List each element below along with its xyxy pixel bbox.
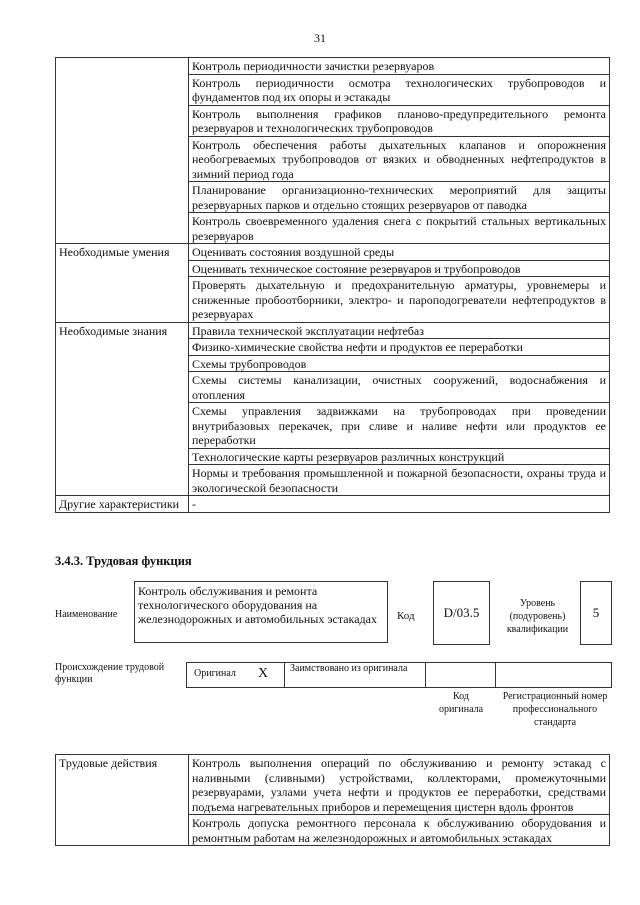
actions-label: Трудовые действия xyxy=(56,755,189,846)
row-item: Физико-химические свойства нефти и продуктов ее переработки xyxy=(189,339,610,356)
action-item: Контроль допуска ремонтного персонала к обслуживанию оборудования и ремонтным работам на железнодорожных и автомобильных эстакадах xyxy=(189,815,610,846)
function-name: Контроль обслуживания и ремонта технологического оборудования на железнодорожных и автомобильных эстакадах xyxy=(138,584,377,626)
row-item: Правила технической эксплуатации нефтебаз xyxy=(189,322,610,339)
row-item: Схемы системы канализации, очистных сооружений, водоснабжения и отопления xyxy=(189,372,610,403)
row-label: Необходимые умения xyxy=(56,244,189,323)
qualification-level: 5 xyxy=(592,605,600,620)
row-item: Нормы и требования промышленной и пожарной безопасности, охраны труда и экологической безопасности xyxy=(189,465,610,496)
labor-actions-table xyxy=(55,754,610,846)
origin-divider-2 xyxy=(425,662,426,688)
origin-divider-1 xyxy=(284,662,285,688)
row-item: Контроль выполнения графиков планово-предупредительного ремонта резервуаров и технологических трубопроводов xyxy=(189,105,610,136)
origin-divider-3 xyxy=(495,662,496,688)
name-label: Наименование xyxy=(55,609,118,620)
row-item: Схемы управления задвижками на трубопроводах при проведении внутрибазовых перекачек, при сливе и наливе нефти или продуктов ее переработки xyxy=(189,403,610,449)
row-label: Другие характеристики xyxy=(56,496,189,513)
function-code-box xyxy=(433,581,490,645)
competency-table xyxy=(55,57,610,513)
qualification-level-box xyxy=(580,581,612,645)
function-name-box xyxy=(134,581,388,643)
table-row xyxy=(56,322,610,339)
row-item: Проверять дыхательную и предохранительную арматуры, уровнемеры и сниженные пробоотборники, электро- и пароподогреватели нефтепродуктов в резервуарах xyxy=(189,277,610,323)
row-item: Контроль своевременного удаления снега с покрытий стальных вертикальных резервуаров xyxy=(189,213,610,244)
row-item: Планирование организационно-технических мероприятий для защиты резервуарных парков и отдельно стоящих резервуаров от паводка xyxy=(189,182,610,213)
level-label: Уровень (подуровень) квалификации xyxy=(506,598,569,635)
row-item: Контроль периодичности зачистки резервуаров xyxy=(189,58,610,75)
row-label xyxy=(56,58,189,244)
original-label: Оригинал xyxy=(194,668,236,679)
row-item: Оценивать состояния воздушной среды xyxy=(189,244,610,261)
row-item: Схемы трубопроводов xyxy=(189,355,610,372)
row-item: Технологические карты резервуаров различных конструкций xyxy=(189,448,610,465)
code-label: Код xyxy=(397,610,415,622)
row-item: Оценивать техническое состояние резервуаров и трубопроводов xyxy=(189,260,610,277)
row-item: Контроль периодичности осмотра технологических трубопроводов и фундаментов под их опоры и эстакады xyxy=(189,74,610,105)
table-row xyxy=(56,755,610,815)
borrowed-label: Заимствовано из оригинала xyxy=(290,663,408,674)
page-number: 31 xyxy=(314,31,326,45)
section-heading: 3.4.3. Трудовая функция xyxy=(55,554,192,568)
original-mark: X xyxy=(258,666,269,681)
origin-code-caption: Код оригинала xyxy=(438,691,484,715)
reg-number-caption: Регистрационный номер профессионального стандарта xyxy=(502,691,608,728)
row-item: - xyxy=(189,496,610,513)
origin-label: Происхождение трудовой функции xyxy=(55,662,165,685)
table-row xyxy=(56,58,610,75)
row-label: Необходимые знания xyxy=(56,322,189,496)
table-row xyxy=(56,496,610,513)
table-row xyxy=(56,244,610,261)
row-item: Контроль обеспечения работы дыхательных клапанов и опорожнения необогреваемых трубопроводов от вязких и обводненных нефтепродуктов в зимний период года xyxy=(189,136,610,182)
action-item: Контроль выполнения операций по обслуживанию и ремонту эстакад с наливными (сливными) устройствами, коллекторами, промежуточными резервуарами, узлами учета нефти и продуктов ее переработки, средствами подъема нагревательных приборов и перемещения цистерн вдоль фронтов xyxy=(189,755,610,815)
function-code: D/03.5 xyxy=(443,605,480,620)
